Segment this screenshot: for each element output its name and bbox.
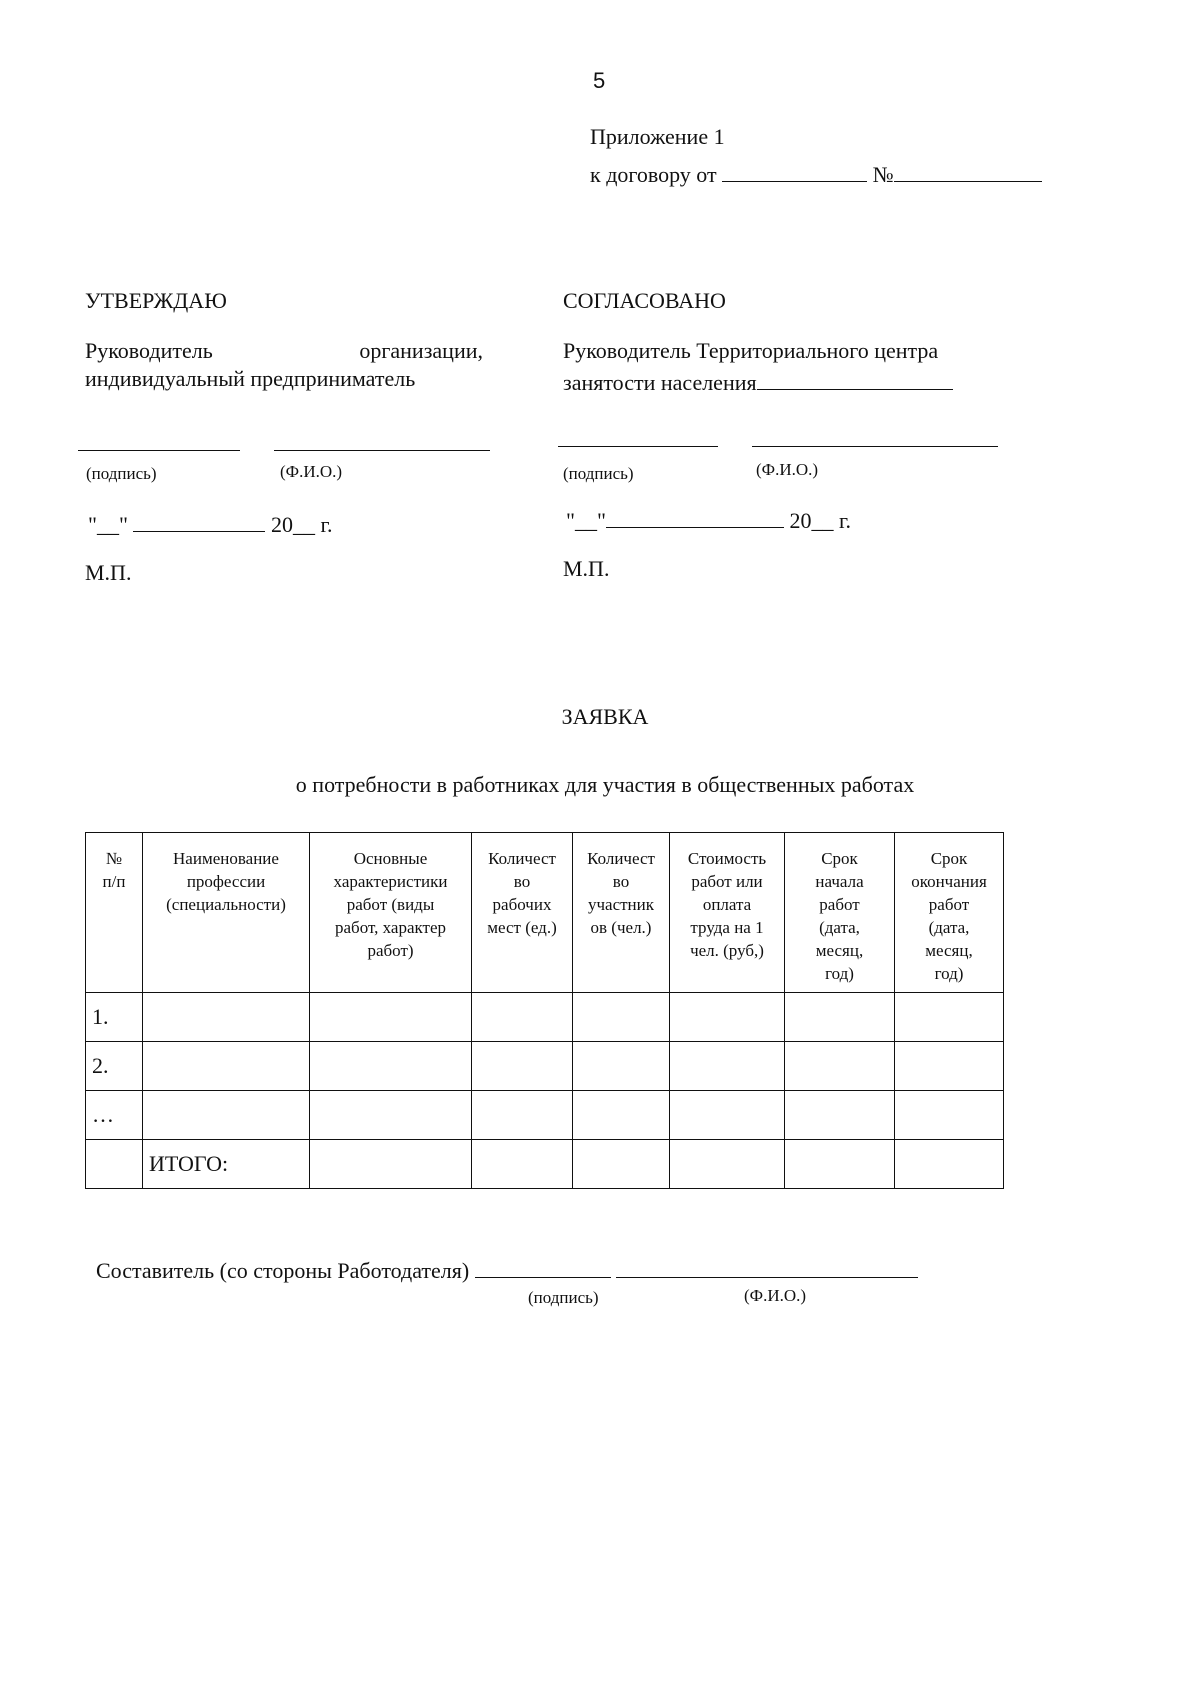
row-number (86, 1140, 143, 1189)
agree-date-day[interactable]: "__" (566, 508, 606, 534)
header-end-date: Срок окончания работ (дата, месяц, год) (895, 833, 1004, 993)
approve-fio-caption: (Ф.И.О.) (280, 462, 343, 481)
request-title: ЗАЯВКА (561, 704, 649, 729)
total-end-date-cell[interactable] (895, 1140, 1004, 1189)
compiler-fio-blank[interactable] (616, 1254, 918, 1278)
total-cost-cell[interactable] (670, 1140, 785, 1189)
approve-signature-line[interactable] (78, 450, 240, 451)
table-row (86, 1042, 1004, 1091)
row-characteristics-cell[interactable] (310, 1042, 472, 1091)
table-total-row (86, 1140, 1004, 1189)
compiler-signature-caption: (подпись) (528, 1288, 599, 1307)
header-start-date: Срок начала работ (дата, месяц, год) (785, 833, 895, 993)
compiler-label: Составитель (со стороны Работодателя) (96, 1258, 470, 1284)
approve-role-line1 (85, 338, 483, 364)
approve-signature-caption: (подпись) (86, 464, 157, 483)
approve-stamp: М.П. (85, 560, 132, 585)
row-profession-cell[interactable] (143, 993, 310, 1042)
page-number: 5 (593, 68, 606, 93)
header-profession: Наименование профессии (специальности) (143, 833, 310, 993)
agree-date-month-blank[interactable] (606, 504, 784, 528)
contract-number-blank[interactable] (894, 158, 1042, 182)
row-workplaces-cell[interactable] (472, 993, 573, 1042)
approve-date-month-blank[interactable] (133, 508, 265, 532)
agree-date-line (566, 504, 851, 534)
row-characteristics-cell[interactable] (310, 993, 472, 1042)
total-label: ИТОГО: (143, 1140, 310, 1189)
agree-stamp: М.П. (563, 556, 610, 581)
request-table (85, 832, 1004, 1189)
contract-number-sign: № (872, 162, 894, 188)
row-profession-cell[interactable] (143, 1042, 310, 1091)
agree-role-line2 (563, 366, 953, 396)
row-participants-cell[interactable] (573, 993, 670, 1042)
header-workplaces: Количест во рабочих мест (ед.) (472, 833, 573, 993)
row-characteristics-cell[interactable] (310, 1091, 472, 1140)
approve-date-day[interactable]: "__" (88, 512, 128, 538)
header-participants: Количест во участник ов (чел.) (573, 833, 670, 993)
agree-fio-line[interactable] (752, 446, 998, 447)
appendix-title: Приложение 1 (590, 124, 725, 149)
compiler-signature-blank[interactable] (475, 1254, 611, 1278)
appendix-contract-prefix: к договору от (590, 162, 717, 188)
total-start-date-cell[interactable] (785, 1140, 895, 1189)
appendix-contract-line (590, 158, 1042, 188)
agree-signature-caption: (подпись) (563, 464, 634, 483)
row-workplaces-cell[interactable] (472, 1091, 573, 1140)
row-workplaces-cell[interactable] (472, 1042, 573, 1091)
row-cost-cell[interactable] (670, 1091, 785, 1140)
row-start-date-cell[interactable] (785, 993, 895, 1042)
row-end-date-cell[interactable] (895, 993, 1004, 1042)
row-participants-cell[interactable] (573, 1042, 670, 1091)
total-characteristics-cell[interactable] (310, 1140, 472, 1189)
row-participants-cell[interactable] (573, 1091, 670, 1140)
approve-fio-line[interactable] (274, 450, 490, 451)
approve-role-word-a: Руководитель (85, 338, 213, 363)
agree-role-line1: Руководитель Территориального центра (563, 338, 939, 363)
agree-signature-line[interactable] (558, 446, 718, 447)
row-start-date-cell[interactable] (785, 1042, 895, 1091)
agree-heading: СОГЛАСОВАНО (563, 288, 726, 313)
header-number: № п/п (86, 833, 143, 993)
row-number: 2. (86, 1042, 143, 1091)
row-end-date-cell[interactable] (895, 1091, 1004, 1140)
row-cost-cell[interactable] (670, 1042, 785, 1091)
agree-center-name-blank[interactable] (757, 366, 953, 390)
approve-date-line (88, 508, 333, 538)
row-profession-cell[interactable] (143, 1091, 310, 1140)
row-start-date-cell[interactable] (785, 1091, 895, 1140)
header-cost: Стоимость работ или оплата труда на 1 чел. (руб,) (670, 833, 785, 993)
table-row (86, 993, 1004, 1042)
agree-role-line2-text: занятости населения (563, 370, 757, 396)
table-row (86, 1091, 1004, 1140)
row-end-date-cell[interactable] (895, 1042, 1004, 1091)
row-number: … (86, 1091, 143, 1140)
compiler-line (96, 1254, 918, 1284)
compiler-fio-caption: (Ф.И.О.) (744, 1286, 807, 1305)
request-subtitle: о потребности в работниках для участия в общественных работах (295, 772, 915, 797)
total-participants-cell[interactable] (573, 1140, 670, 1189)
row-number: 1. (86, 993, 143, 1042)
agree-fio-caption: (Ф.И.О.) (756, 460, 819, 479)
row-cost-cell[interactable] (670, 993, 785, 1042)
approve-role-word-b: организации, (359, 338, 483, 363)
contract-date-blank[interactable] (722, 158, 867, 182)
header-characteristics: Основные характеристики работ (виды работ, характер работ) (310, 833, 472, 993)
agree-date-year[interactable]: 20__ г. (789, 508, 852, 534)
approve-date-year[interactable]: 20__ г. (270, 512, 333, 538)
approve-role-line2: индивидуальный предприниматель (85, 366, 416, 391)
total-workplaces-cell[interactable] (472, 1140, 573, 1189)
table-header-row (86, 833, 1004, 993)
approve-heading: УТВЕРЖДАЮ (85, 288, 227, 313)
